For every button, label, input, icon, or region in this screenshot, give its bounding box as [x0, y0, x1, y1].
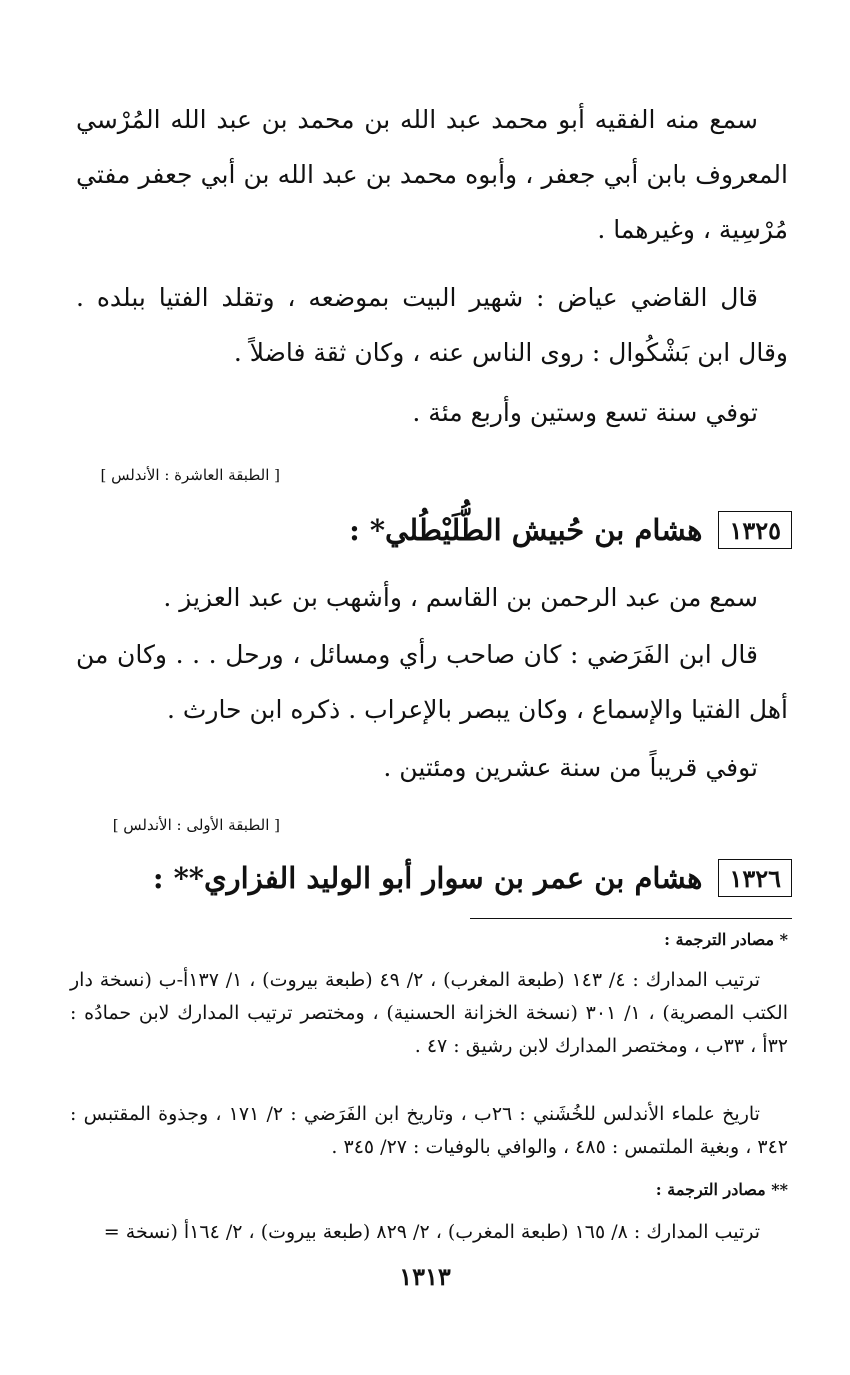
paragraph-death-469: توفي سنة تسع وستين وأربع مئة . — [412, 398, 758, 427]
entry-name: هشام بن عمر بن سوار أبو الوليد الفزاري** : — [152, 861, 703, 895]
paragraph-death-220: توفي قريباً من سنة عشرين ومئتين . — [383, 753, 758, 782]
entry-heading-1326 — [153, 856, 792, 900]
footnote-1-sources-a: ترتيب المدارك : ٤/ ١٤٣ (طبعة المغرب) ، ٢/ ٤٩ (طبعة بيروت) ، ١/ ١٣٧أ-ب (نسخة دار الكتب المصرية) ، ١/ ٣٠١ (نسخة الخزانة الحسنية) ، ومختصر ترتيب المدارك لابن حمادُه : ٣٢أ ، ٣٣ب ، ومختصر المدارك لابن رشيق : ٤٧ . — [70, 969, 788, 1057]
footnote-title-1: * مصادر الترجمة : — [664, 930, 788, 949]
tabaqa-label-1: [ الطبقة الأولى : الأندلس ] — [112, 816, 280, 834]
entry-heading-1325 — [349, 508, 792, 552]
entry-name: هشام بن حُبيش الطُّلَيْطُلي* : — [349, 513, 703, 547]
footnote-title-2: ** مصادر الترجمة : — [655, 1180, 788, 1199]
page-number: ١٣١٣ — [399, 1262, 451, 1291]
paragraph-ibn-faradi: قال ابن الفَرَضي : كان صاحب رأي ومسائل ، ورحل . . . وكان من أهل الفتيا والإسماع ، وكان يبصر بالإعراب . ذكره ابن حارث . — [76, 640, 788, 724]
entry-number-box: ١٣٢٥ — [718, 511, 792, 549]
footnote-2-sources: ترتيب المدارك : ٨/ ١٦٥ (طبعة المغرب) ، ٢/ ٨٢٩ (طبعة بيروت) ، ٢/ ١٦٤أ (نسخة = — [103, 1221, 760, 1243]
paragraph-heard-from: سمع منه الفقيه أبو محمد عبد الله بن محمد بن عبد الله المُرْسي المعروف بابن أبي جعفر ، وأبوه محمد بن عبد الله بن أبي جعفر مفتي مُرْسِية ، وغيرهما . — [76, 105, 788, 244]
footnote-separator — [470, 918, 792, 919]
tabaqa-label-10: [ الطبقة العاشرة : الأندلس ] — [100, 466, 280, 484]
paragraph-qadi-iyad: قال القاضي عياض : شهير البيت بموضعه ، وتقلد الفتيا ببلده . وقال ابن بَشْكُوال : روى الناس عنه ، وكان ثقة فاضلاً . — [76, 283, 788, 367]
paragraph-heard-from-1325: سمع من عبد الرحمن بن القاسم ، وأشهب بن عبد العزيز . — [163, 583, 758, 612]
footnote-1-sources-b: تاريخ علماء الأندلس للخُشَني : ٢٦ب ، وتاريخ ابن الفَرَضي : ٢/ ١٧١ ، وجذوة المقتبس : ٣٤٢ ، وبغية الملتمس : ٤٨٥ ، والوافي بالوفيات : ٢٧/ ٣٤٥ . — [70, 1103, 788, 1158]
entry-number-box: ١٣٢٦ — [718, 859, 792, 897]
